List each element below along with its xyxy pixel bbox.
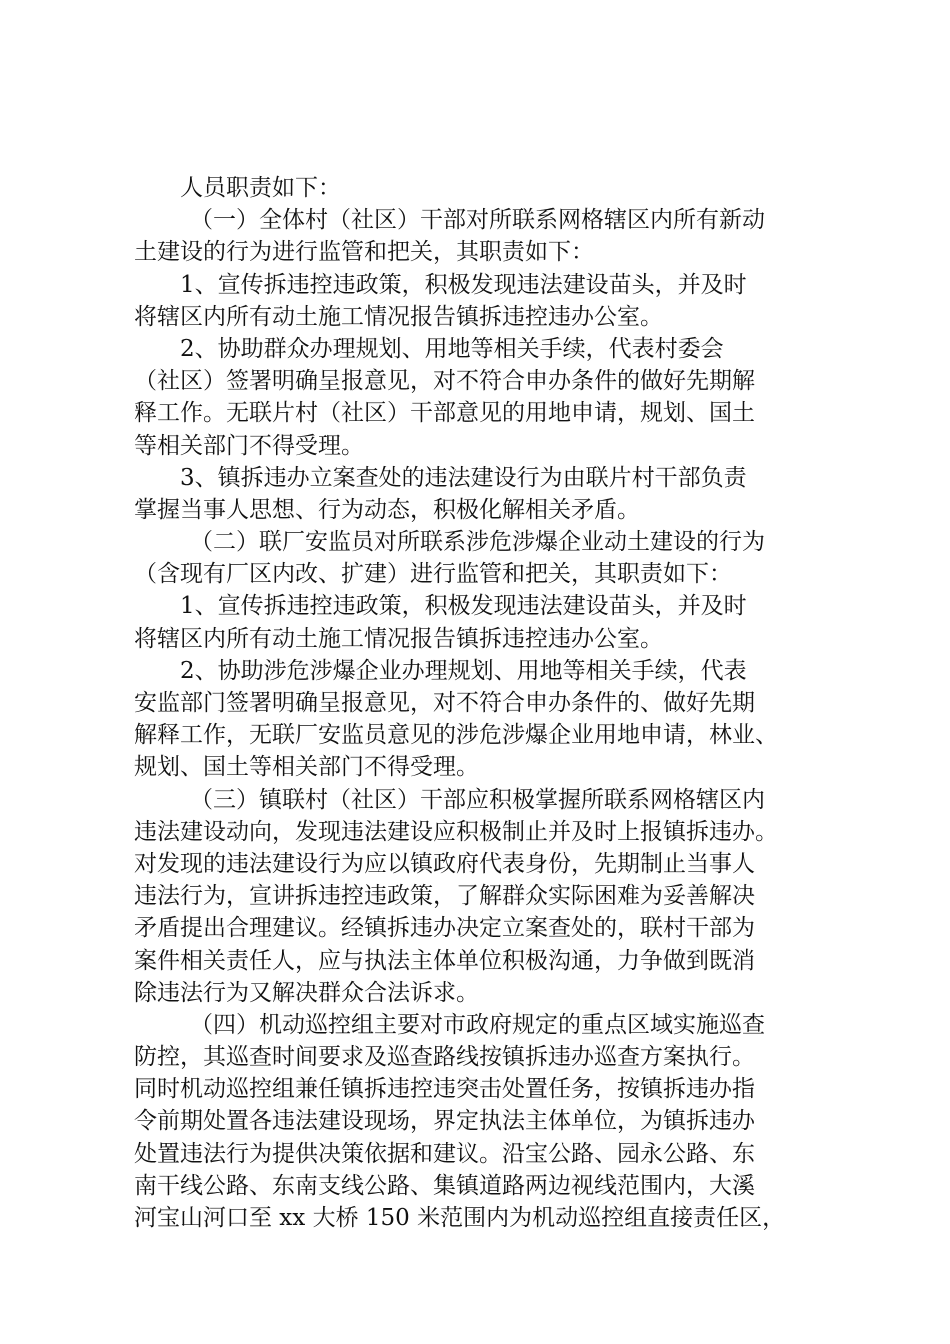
text-line: 案件相关责任人，应与执法主体单位积极沟通，力争做到既消 (134, 947, 755, 974)
text-line: 掌握当事人思想、行为动态，积极化解相关矛盾。 (134, 496, 640, 523)
text-line: 违法建设动向，发现违法建设应积极制止并及时上报镇拆违办。 (134, 818, 778, 845)
text-line: 河宝山河口至 xx 大桥 150 米范围内为机动巡控组直接责任区， (134, 1205, 786, 1231)
text-line: （社区）签署明确呈报意见，对不符合申办条件的做好先期解 (134, 368, 755, 395)
text-line: （四）机动巡控组主要对市政府规定的重点区域实施巡查 (190, 1011, 765, 1038)
text-line: 将辖区内所有动土施工情况报告镇拆违控违办公室。 (134, 303, 663, 330)
text-line: 3、镇拆违办立案查处的违法建设行为由联片村干部负责 (180, 464, 747, 491)
text-line: 2、协助涉危涉爆企业办理规划、用地等相关手续，代表 (180, 657, 747, 684)
paragraph-section-2 (134, 526, 824, 590)
text-line: 1、宣传拆违控违政策，积极发现违法建设苗头，并及时 (180, 271, 747, 298)
text-line: 1、宣传拆违控违政策，积极发现违法建设苗头，并及时 (180, 593, 747, 620)
text-line: 安监部门签署明确呈报意见，对不符合申办条件的、做好先期 (134, 690, 755, 716)
text-line: 将辖区内所有动土施工情况报告镇拆违控违办公室。 (134, 625, 663, 652)
text-line: 令前期处置各违法建设现场，界定执法主体单位，为镇拆违办 (134, 1108, 755, 1135)
document-body (134, 172, 824, 1234)
text-line: 除违法行为又解决群众合法诉求。 (134, 979, 479, 1006)
text-line: 土建设的行为进行监管和把关，其职责如下： (134, 239, 594, 266)
text-line: 释工作。无联片村（社区）干部意见的用地申请，规划、国土 (134, 400, 755, 427)
paragraph-section-1-item-1 (134, 269, 824, 333)
text-line: 人员职责如下： (180, 175, 341, 201)
text-line: 处置违法行为提供决策依据和建议。沿宝公路、园永公路、东 (134, 1140, 755, 1167)
text-line: （三）镇联村（社区）干部应积极掌握所联系网格辖区内 (190, 786, 765, 813)
text-line: 规划、国土等相关部门不得受理。 (134, 754, 479, 781)
text-line: （含现有厂区内改、扩建）进行监管和把关，其职责如下： (134, 561, 732, 588)
paragraph-section-2-item-1 (134, 590, 824, 654)
paragraph-section-1-item-3 (134, 462, 824, 526)
paragraph-section-3 (134, 784, 824, 1009)
text-line: 等相关部门不得受理。 (134, 432, 364, 459)
text-line: 同时机动巡控组兼任镇拆违控违突击处置任务，按镇拆违办指 (134, 1076, 755, 1103)
text-line: 防控，其巡查时间要求及巡查路线按镇拆违办巡查方案执行。 (134, 1044, 755, 1071)
paragraph-duties-intro (134, 172, 824, 204)
paragraph-section-1 (134, 204, 824, 268)
text-line: 违法行为，宣讲拆违控违政策，了解群众实际困难为妥善解决 (134, 883, 755, 910)
paragraph-section-1-item-2 (134, 333, 824, 462)
text-line: 对发现的违法建设行为应以镇政府代表身份，先期制止当事人 (134, 850, 755, 877)
paragraph-section-2-item-2 (134, 655, 824, 784)
text-line: （二）联厂安监员对所联系涉危涉爆企业动土建设的行为 (190, 529, 765, 556)
text-line: 矛盾提出合理建议。经镇拆违办决定立案查处的，联村干部为 (134, 915, 755, 942)
text-line: （一）全体村（社区）干部对所联系网格辖区内所有新动 (190, 207, 765, 234)
text-line: 解释工作，无联厂安监员意见的涉危涉爆企业用地申请，林业、 (134, 722, 778, 749)
text-line: 南干线公路、东南支线公路、集镇道路两边视线范围内，大溪 (134, 1172, 755, 1199)
text-line: 2、协助群众办理规划、用地等相关手续，代表村委会 (180, 335, 724, 362)
paragraph-section-4 (134, 1009, 824, 1234)
